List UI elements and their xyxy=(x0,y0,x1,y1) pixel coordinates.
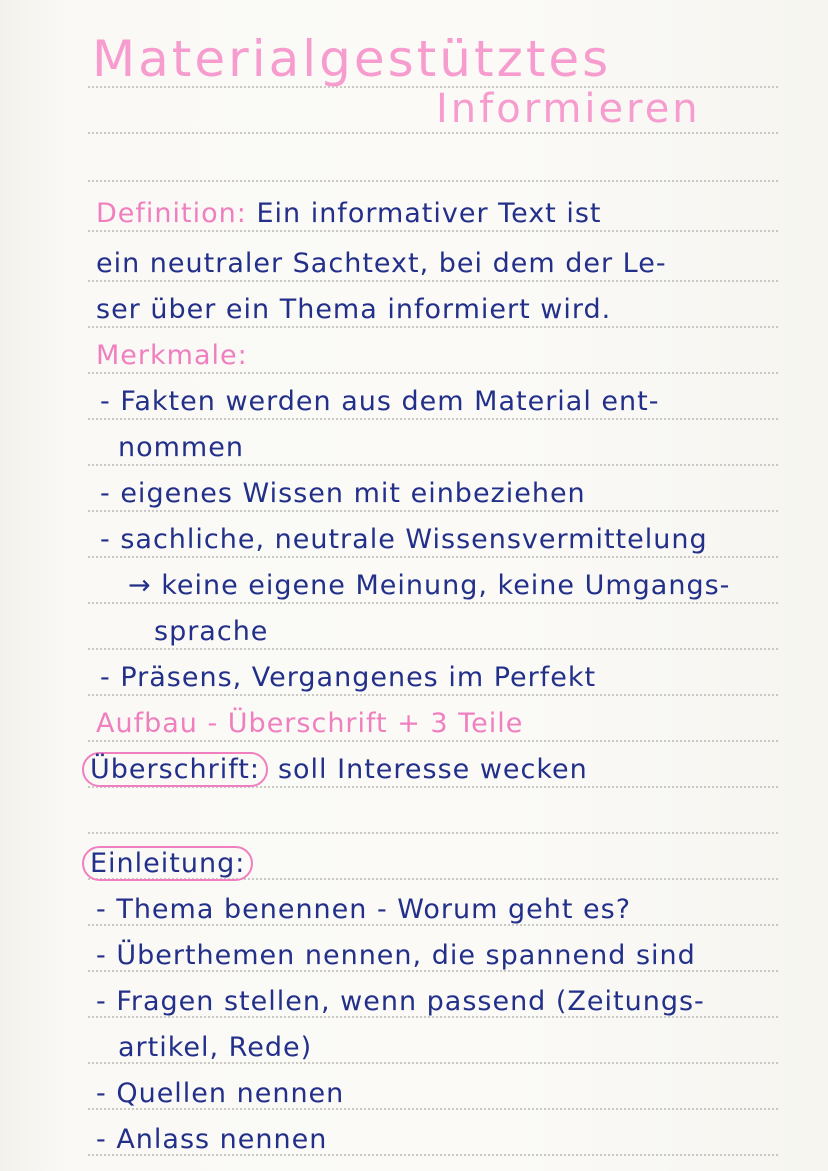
ueberschrift-label: Überschrift: xyxy=(82,752,268,787)
list-item: - eigenes Wissen mit einbeziehen xyxy=(100,478,586,509)
ruled-line xyxy=(88,694,778,696)
list-item: - Präsens, Vergangenes im Perfekt xyxy=(100,662,597,693)
ruled-line xyxy=(88,230,778,232)
list-item: - sachliche, neutrale Wissensvermittelung xyxy=(100,524,708,555)
ruled-line xyxy=(88,832,778,834)
list-item: → keine eigene Meinung, keine Umgangs- xyxy=(128,570,731,601)
list-item: - Thema benennen - Worum geht es? xyxy=(96,894,632,925)
ruled-line xyxy=(88,326,778,328)
list-item: - Quellen nennen xyxy=(96,1078,345,1109)
ruled-line xyxy=(88,556,778,558)
definition-line2: ein neutraler Sachtext, bei dem der Le- xyxy=(96,248,667,279)
definition-text: Ein informativer Text ist xyxy=(256,198,602,229)
einleitung-line xyxy=(82,846,263,881)
list-item: - Anlass nennen xyxy=(96,1124,328,1155)
list-item: sprache xyxy=(154,616,269,647)
definition-label: Definition: xyxy=(96,198,247,229)
ruled-line xyxy=(88,418,778,420)
list-item: - Fragen stellen, wenn passend (Zeitungs- xyxy=(96,986,705,1017)
einleitung-label: Einleitung: xyxy=(82,846,253,881)
aufbau-heading: Aufbau - Überschrift + 3 Teile xyxy=(96,708,524,739)
list-item: - Fakten werden aus dem Material ent- xyxy=(100,386,660,417)
ueberschrift-text: soll Interesse wecken xyxy=(277,754,588,785)
definition-line3: ser über ein Thema informiert wird. xyxy=(96,294,612,325)
ruled-line xyxy=(88,132,778,134)
ruled-line xyxy=(88,602,778,604)
definition-line1 xyxy=(96,198,602,229)
list-item: - Überthemen nennen, die spannend sind xyxy=(96,940,696,971)
ruled-line xyxy=(88,740,778,742)
ruled-line xyxy=(88,280,778,282)
list-item: nommen xyxy=(118,432,244,463)
ruled-line xyxy=(88,510,778,512)
list-item: artikel, Rede) xyxy=(118,1032,313,1063)
ruled-line xyxy=(88,648,778,650)
ruled-line xyxy=(88,464,778,466)
ruled-line xyxy=(88,372,778,374)
ueberschrift-line xyxy=(82,752,588,787)
merkmale-heading: Merkmale: xyxy=(96,340,248,371)
page-title-line1: Materialgestütztes xyxy=(92,30,612,88)
page-title-line2: Informieren xyxy=(436,86,701,132)
ruled-line xyxy=(88,180,778,182)
